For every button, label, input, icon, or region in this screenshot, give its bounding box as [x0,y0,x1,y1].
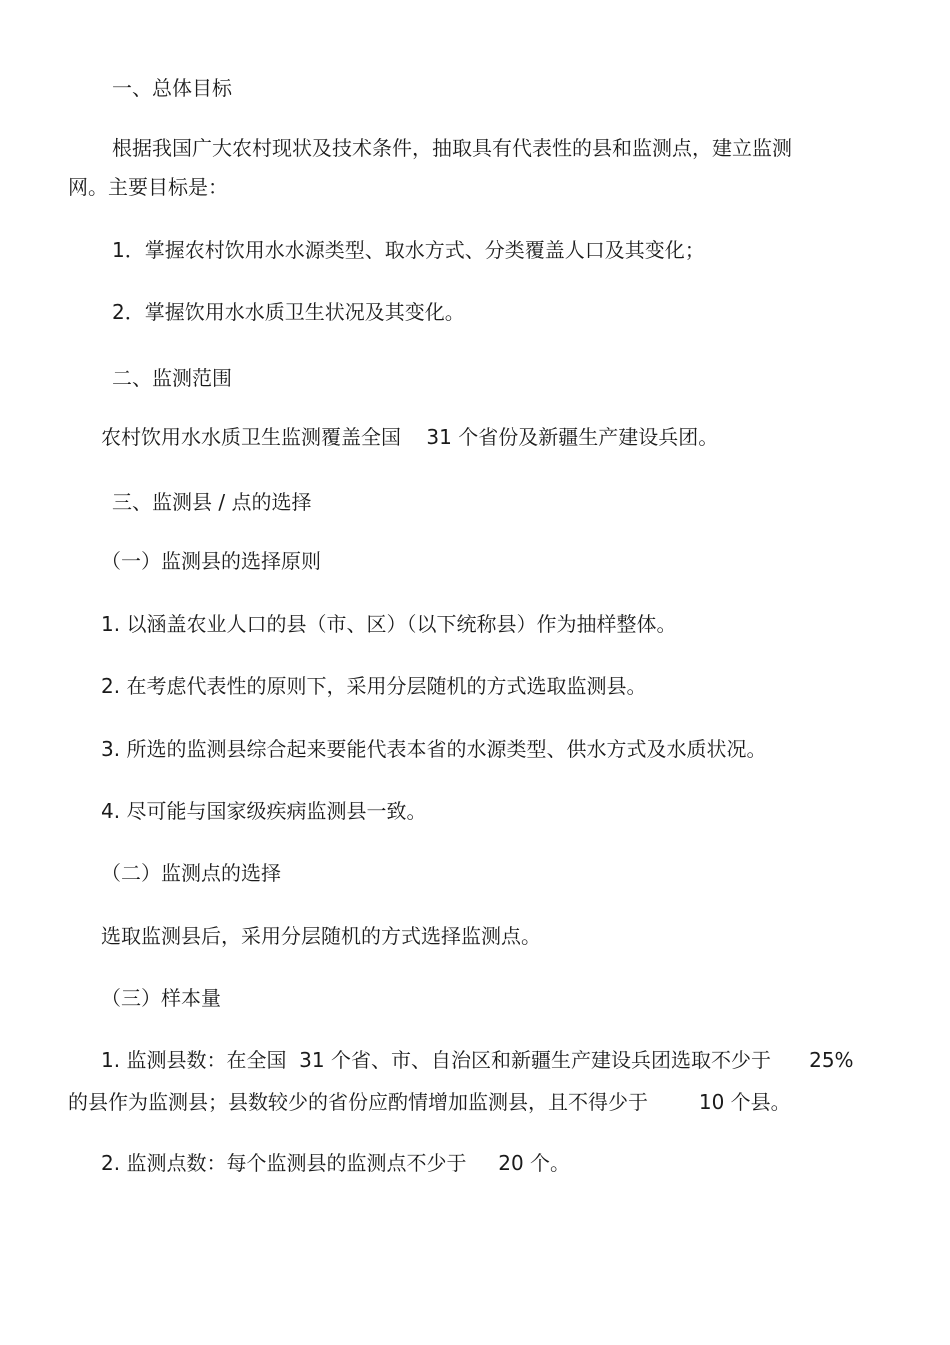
subheading-point-selection: （二）监测点的选择 [101,861,281,885]
principle-item-3: 3. 所选的监测县综合起来要能代表本省的水源类型、供水方式及水质状况。 [101,737,767,761]
principle-item-4: 4. 尽可能与国家级疾病监测县一致。 [101,799,427,823]
sample-item-1-line2: 的县作为监测县；县数较少的省份应酌情增加监测县，且不得少于 10 个县。 [68,1090,791,1114]
paragraph-goal-intro-line1: 根据我国广大农村现状及技术条件，抽取具有代表性的县和监测点，建立监测 [112,136,792,160]
goal-item-2: 2．掌握饮用水水质卫生状况及其变化。 [112,300,465,324]
goal-item-1: 1．掌握农村饮用水水源类型、取水方式、分类覆盖人口及其变化； [112,238,705,262]
paragraph-scope: 农村饮用水水质卫生监测覆盖全国 31 个省份及新疆生产建设兵团。 [101,425,719,449]
heading-selection: 三、监测县 / 点的选择 [112,490,312,514]
paragraph-goal-intro-line2: 网。主要目标是： [68,175,228,199]
sample-item-1-line1: 1. 监测县数：在全国 31 个省、市、自治区和新疆生产建设兵团选取不少于 25% [101,1048,854,1072]
sample-item-2: 2. 监测点数：每个监测县的监测点不少于 20 个。 [101,1151,571,1175]
subheading-sample-size: （三）样本量 [101,986,221,1010]
heading-scope: 二、监测范围 [112,366,232,390]
paragraph-point-selection: 选取监测县后，采用分层随机的方式选择监测点。 [101,924,541,948]
heading-overall-goal: 一、总体目标 [112,76,232,100]
principle-item-2: 2. 在考虑代表性的原则下，采用分层随机的方式选取监测县。 [101,674,647,698]
subheading-county-principles: （一）监测县的选择原则 [101,549,321,573]
principle-item-1: 1. 以涵盖农业人口的县（市、区）（以下统称县）作为抽样整体。 [101,612,677,636]
